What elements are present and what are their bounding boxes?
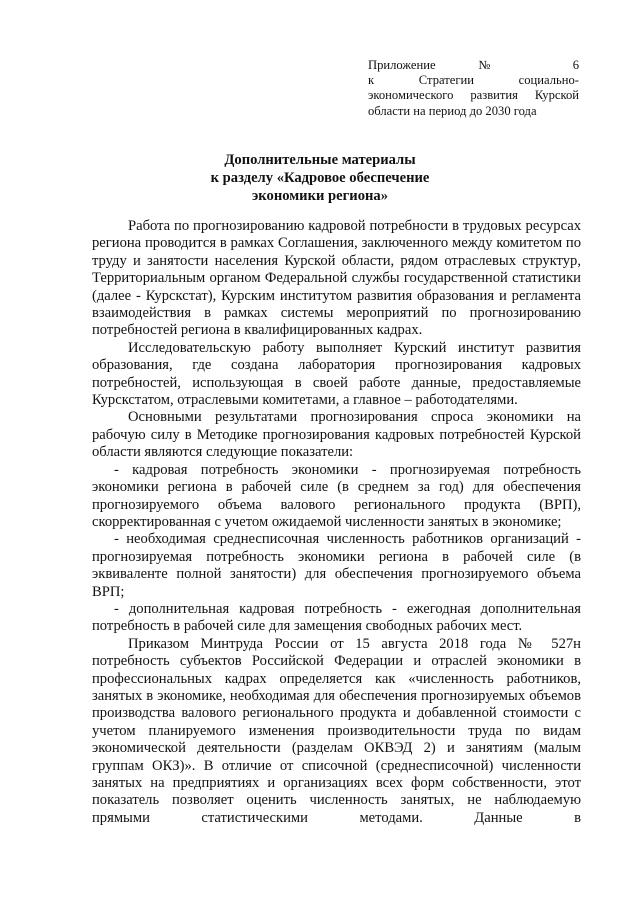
document-body (92, 218, 581, 827)
list-item: - дополнительная кадровая потребность - ежегодная дополнительная потребность в рабочей силе для замещения свободных рабочих мест. (92, 600, 581, 635)
paragraph: Исследовательскую работу выполняет Курский институт развития образования, где создана лаборатория прогнозирования кадровых потребностей, использующая в своей работе данные, предоставляемые Курскстатом, отраслевыми комитетами, а главное – работодателями. (92, 339, 581, 409)
list-item: - необходимая среднесписочная численность работников организаций - прогнозируемая потребность экономики региона в рабочей силе (в эквиваленте полной занятости) для обеспечения прогнозируемого объема ВРП; (92, 531, 581, 600)
appendix-reference-line: к Стратегии социально- (368, 73, 579, 88)
paragraph: Основными результатами прогнозирования спроса экономики на рабочую силу в Методике прогнозирования кадровых потребностей Курской области являются следующие показатели: (92, 409, 581, 461)
paragraph: Работа по прогнозированию кадровой потребности в трудовых ресурсах региона проводится в рамках Соглашения, заключенного между комитетом по труду и занятости населения Курской области, рядом отраслевых структур, Территориальным органом Федеральной службы государственной статистики (далее - Курскстат), Курским институтом развития образования и регламента взаимодействия в рамках системы мероприятий по прогнозированию потребностей региона в квалифицированных кадрах. (92, 218, 581, 339)
list-item: - кадровая потребность экономики - прогнозируемая потребность экономики региона в рабочей силе (в среднем за год) для обеспечения прогнозируемого объема валового регионального продукта (ВРП), скорректированная с учетом ожидаемой численности занятых в экономике; (92, 461, 581, 530)
appendix-header (368, 58, 579, 119)
appendix-reference-line: области на период до 2030 года (368, 103, 537, 118)
document-title (80, 151, 560, 205)
title-line: к разделу «Кадровое обеспечение (210, 170, 430, 186)
title-line: Дополнительные материалы (224, 152, 416, 168)
appendix-reference-line: экономического развития Курской (368, 88, 579, 103)
appendix-number: Приложение № 6 (368, 58, 579, 72)
title-line: экономики региона» (252, 188, 388, 204)
paragraph: Приказом Минтруда России от 15 августа 2018 года № 527н потребность субъектов Российской Федерации и отраслей экономики в профессиональных кадрах определяется как «численность работников, занятых в экономике, необходимая для обеспечения прогнозируемых объемов производства валового регионального продукта и добавленной стоимости с учетом планируемого изменения производительности труда по видам экономической деятельности (разделам ОКВЭД 2) и занятиям (малым группам ОКЗ)». В отличие от списочной (среднесписочной) численности занятых на предприятиях и организациях всех форм собственности, этот показатель позволяет оценить численность занятых, не наблюдаемую прямыми статистическими методами. Данные в (92, 635, 581, 826)
